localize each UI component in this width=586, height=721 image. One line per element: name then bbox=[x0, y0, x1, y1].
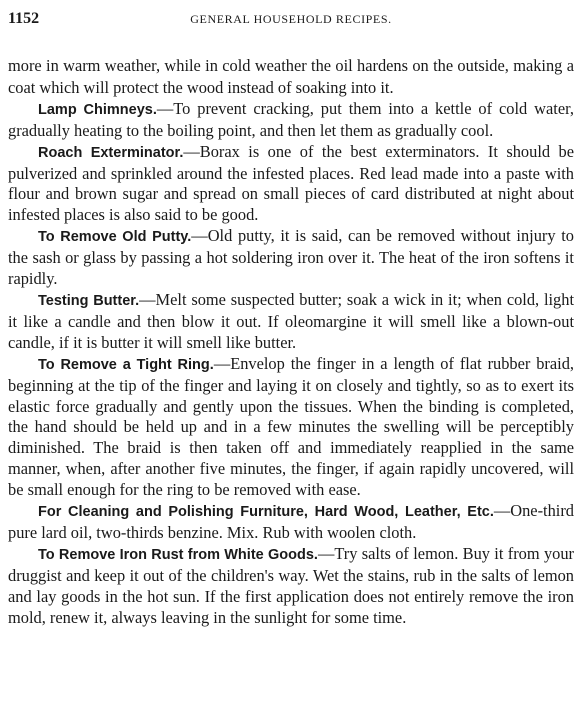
recipe-heading: To Remove Old Putty. bbox=[38, 229, 192, 246]
page-header bbox=[8, 10, 574, 36]
recipe-heading: To Remove a Tight Ring. bbox=[38, 356, 214, 373]
paragraph-continuation bbox=[8, 56, 574, 99]
running-title: GENERAL HOUSEHOLD RECIPES. bbox=[190, 12, 392, 26]
page-body bbox=[8, 56, 574, 628]
recipe-remove-iron-rust bbox=[8, 544, 574, 629]
recipe-cleaning-furniture bbox=[8, 501, 574, 544]
recipe-remove-old-putty bbox=[8, 226, 574, 290]
recipe-text: —One-third pure lard oil, two-thirds benzine. Mix. Rub with woolen cloth. bbox=[8, 501, 574, 542]
recipe-remove-tight-ring bbox=[8, 354, 574, 501]
recipe-text: more in warm weather, while in cold weather the oil hardens on the outside, making a coat which will protect the wood instead of soaking into it. bbox=[8, 56, 574, 97]
recipe-text: —Try salts of lemon. Buy it from your druggist and keep it out of the children's way. Wet the stains, rub in the salts of lemon and lay goods in the hot sun. If the first application does not entirely remove the iron mold, renew it, always leaving in the sunlight for some time. bbox=[8, 543, 575, 627]
recipe-text: —Borax is one of the best exterminators. It should be pulverized and sprinkled around the infested places. Red lead made into a paste with flour and brown sugar and spread on small pieces of card distributed at night about infested places is also said to be good. bbox=[8, 141, 574, 225]
book-page bbox=[8, 10, 574, 628]
recipe-roach-exterminator bbox=[8, 142, 574, 227]
page-number: 1152 bbox=[8, 10, 40, 27]
recipe-text: —Old putty, it is said, can be removed without injury to the sash or glass by passing a hot soldering iron over it. The heat of the iron softens it rapidly. bbox=[8, 226, 574, 289]
recipe-lamp-chimneys bbox=[8, 99, 574, 142]
recipe-heading: Testing Butter. bbox=[38, 292, 140, 309]
recipe-heading: Roach Exterminator. bbox=[38, 144, 184, 161]
recipe-text: —Melt some suspected butter; soak a wick in it; when cold, light it like a candle and then blow it out. If oleomargine it will smell like a blown-out candle, if it is butter it will smell like butter. bbox=[8, 289, 574, 352]
recipe-heading: For Cleaning and Polishing Furniture, Hard Wood, Leather, Etc. bbox=[38, 504, 494, 521]
recipe-heading: Lamp Chimneys. bbox=[38, 101, 157, 118]
recipe-testing-butter bbox=[8, 290, 574, 354]
recipe-text: —Envelop the finger in a length of flat rubber braid, beginning at the tip of the finger and laying it on closely and tightly, so as to exert its elastic force gradually and gently upon the tissues. When the binding is completed, the hand should be held up and in a few minutes the swelling will be perceptibly diminished. The braid is then taken off and immediately reapplied in the same manner, when, after another five minutes, the finger, if again rapidly uncovered, will be small enough for the ring to be removed with ease. bbox=[8, 353, 575, 500]
recipe-heading: To Remove Iron Rust from White Goods. bbox=[38, 546, 318, 563]
recipe-text: —To prevent cracking, put them into a kettle of cold water, gradually heating to the boiling point, and then let them as gradually cool. bbox=[8, 98, 574, 140]
